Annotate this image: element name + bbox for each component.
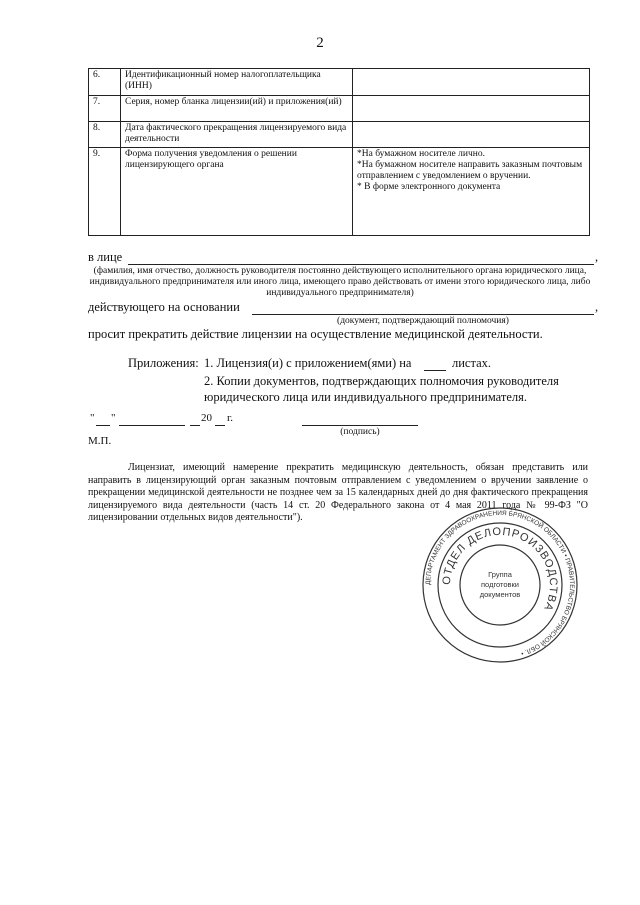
attachment-item-2-line2: юридического лица или индивидуального предпринимателя. — [204, 390, 527, 404]
table-row — [89, 69, 590, 96]
date-year-prefix: 20 — [201, 412, 212, 424]
option-electronic[interactable]: * В форме электронного документа — [357, 182, 501, 192]
basis-comma: , — [595, 300, 599, 314]
date-year-field[interactable] — [215, 425, 225, 426]
row-number: 7. — [89, 96, 121, 122]
representative-field[interactable] — [128, 264, 594, 265]
date-month-field[interactable] — [119, 425, 185, 426]
basis-prefix: действующего на основании — [88, 300, 240, 314]
attachments-label: Приложения: — [128, 356, 199, 370]
row-label: Дата фактического прекращения лицензируемого вида деятельности — [121, 122, 353, 148]
table-row — [89, 122, 590, 148]
date-year-prefix-field[interactable] — [190, 425, 200, 426]
date-day-field[interactable] — [96, 425, 110, 426]
option-paper-in-person[interactable]: *На бумажном носителе лично. — [357, 149, 485, 159]
request-text: просит прекратить действие лицензии на осуществление медицинской деятельности. — [88, 327, 543, 341]
row-value[interactable] — [353, 69, 590, 96]
date-quote-close: " — [111, 412, 116, 424]
date-quote-open: " — [90, 412, 95, 424]
table-row — [89, 96, 590, 122]
stamp-outer-text-path: ДЕПАРТАМЕНТ ЗДРАВООХРАНЕНИЯ БРЯНСКОЙ ОБЛАСТИ • ПРАВИТЕЛЬСТВО БРЯНСКОЙ ОБЛ. • — [424, 509, 576, 657]
row-label: Идентификационный номер налогоплательщика (ИНН) — [121, 69, 353, 96]
row-number: 8. — [89, 122, 121, 148]
row-number: 9. — [89, 148, 121, 236]
stamp-center-line-1: Группа — [488, 570, 512, 579]
mp-label: М.П. — [88, 435, 112, 447]
row-label: Серия, номер бланка лицензии(ий) и приложения(ий) — [121, 96, 353, 122]
date-year-suffix: г. — [227, 412, 234, 424]
row-value[interactable] — [353, 122, 590, 148]
table-row — [89, 148, 590, 236]
row-label: Форма получения уведомления о решении лицензирующего органа — [121, 148, 353, 236]
sheets-count-field[interactable] — [424, 370, 446, 371]
attachment-item-1: 1. Лицензия(и) с приложением(ями) на — [204, 356, 412, 370]
representative-prefix: в лице — [88, 250, 123, 264]
license-form-table — [88, 68, 590, 236]
stamp-center-line-3: документов — [479, 590, 521, 599]
attachment-item-2-line1: 2. Копии документов, подтверждающих полномочия руководителя — [204, 374, 559, 388]
notification-options — [353, 148, 590, 236]
page-number: 2 — [316, 35, 324, 51]
basis-field[interactable] — [252, 314, 594, 315]
signature-field[interactable] — [302, 425, 418, 426]
option-paper-by-mail[interactable]: *На бумажном носителе направить заказным почтовым отправлением с уведомлением о вручении. — [357, 160, 583, 181]
stamp-dept-text-path: ОТДЕЛ ДЕЛОПРОИЗВОДСТВА — [440, 525, 560, 614]
attachment-item-1-end: листах. — [452, 356, 492, 370]
row-value[interactable] — [353, 96, 590, 122]
legal-note: Лицензиат, имеющий намерение прекратить медицинскую деятельность, обязан представить или направить в лицензирующий орган заказным почтовым отправлением с уведомлением о вручении заявление о прекращении медицинской деятельности не позднее чем за 15 календарных дней до дня фактического прекращения лицензируемого вида деятельности (часть 14 ст. 20 Федерального закона от 4 мая 2011 года № 99-ФЗ "О лицензировании отдельных видов деятельности"). — [88, 462, 588, 523]
signature-caption: (подпись) — [340, 427, 380, 437]
department-stamp — [420, 505, 580, 665]
representative-comma: , — [595, 250, 599, 264]
representative-caption: (фамилия, имя отчество, должность руководителя постоянно действующего исполнительного органа юридического лица, индивидуального предпринимателя или иного лица, имеющего право действовать от имени этого юридического лица, либо индивидуального предпринимателя) — [89, 266, 591, 298]
row-number: 6. — [89, 69, 121, 96]
basis-caption: (документ, подтверждающий полномочия) — [337, 316, 509, 326]
stamp-center-line-2: подготовки — [481, 580, 519, 589]
